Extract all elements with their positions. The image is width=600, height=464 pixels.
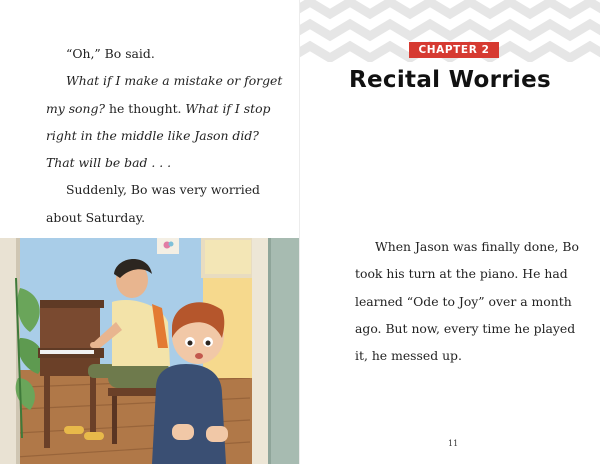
paragraph-worry-thoughts [46, 67, 286, 176]
text-segment-italic: What if I make a mistake or forget my song? [46, 73, 283, 116]
text-segment-italic: What if I stop right in the middle like Jason did? That will be bad . . . [46, 100, 271, 171]
paragraph-suddenly-worried [46, 176, 286, 231]
text-segment: “Oh,” Bo said. [66, 46, 155, 61]
text-segment: Suddenly, Bo was very worried about Saturday. [46, 182, 260, 225]
right-text-block [355, 233, 585, 369]
paragraph-oh-bo-said [46, 40, 286, 67]
page-number: 11 [448, 439, 459, 448]
paragraph-jason-done: When Jason was finally done, Bo took his turn at the piano. He had learned “Ode to Joy” over a month ago. But now, every time he played it, he messed up. [355, 239, 579, 364]
boy-playing-piano-illustration [0, 238, 300, 464]
left-text-block [46, 40, 286, 231]
chapter-title: Recital Worries [349, 67, 551, 93]
text-segment: he thought. [105, 100, 186, 116]
chapter-label: CHAPTER 2 [409, 42, 499, 58]
